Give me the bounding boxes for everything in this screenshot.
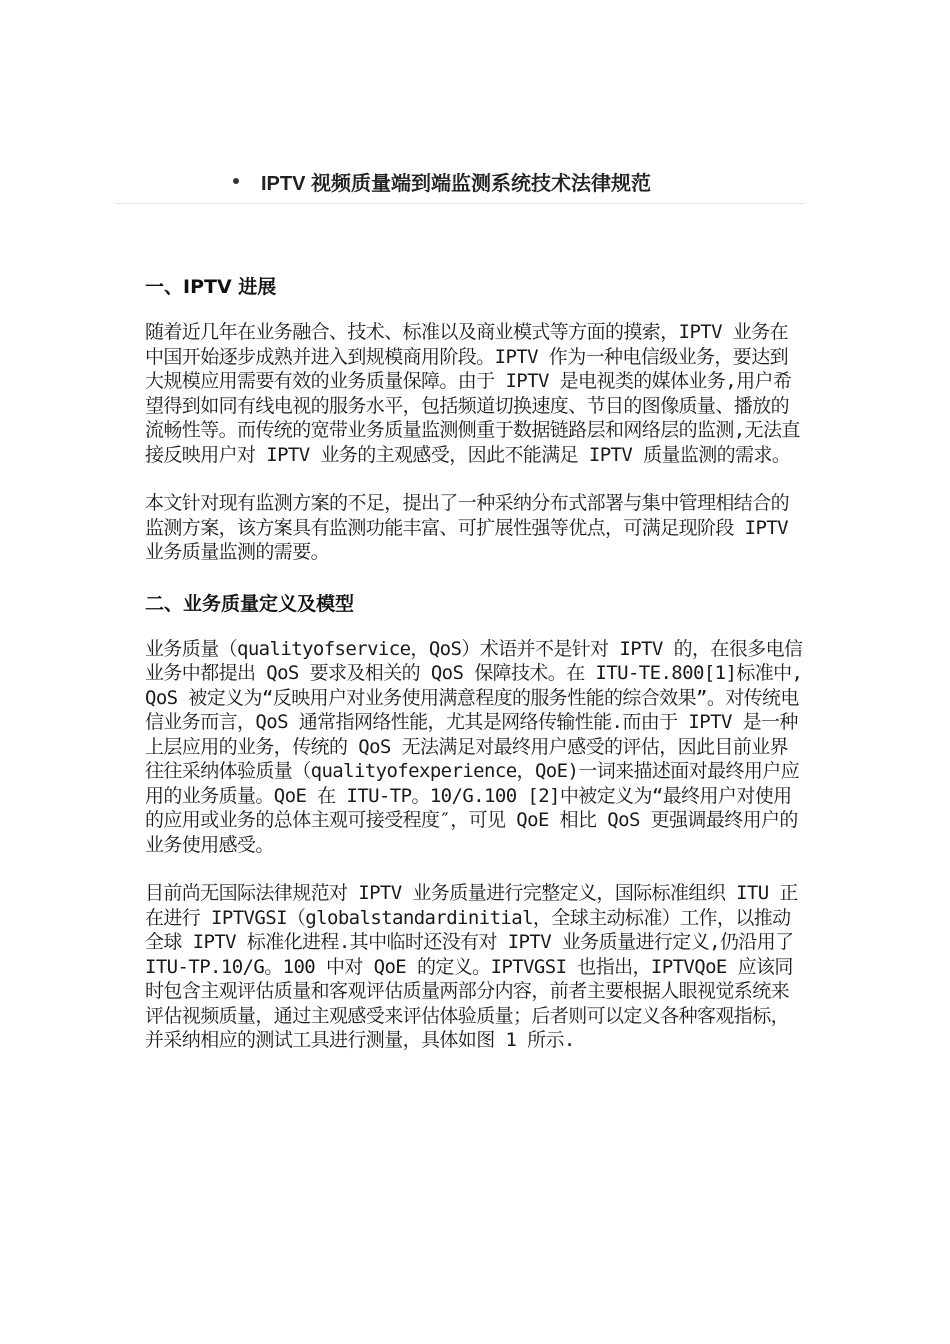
- document-title-bar: [115, 162, 805, 204]
- paragraph: 随着近几年在业务融合、技术、标准以及商业模式等方面的摸索，IPTV 业务在中国开始逐步成熟并进入到规模商用阶段。IPTV 作为一种电信级业务，要达到大规模应用需要有效的业务质量保障。由于 IPTV 是电视类的媒体业务,用户希望得到如同有线电视的服务水平，包括频道切换速度、节目的图像质量、播放的流畅性等。而传统的宽带业务质量监测侧重于数据链路层和网络层的监测,无法直接反映用户对 IPTV 业务的主观感受，因此不能满足 IPTV 质量监测的需求。: [145, 321, 800, 466]
- section-heading: 一、IPTV 进展: [145, 276, 277, 298]
- section-progress: [145, 272, 805, 565]
- paragraph: 本文针对现有监测方案的不足，提出了一种采纳分布式部署与集中管理相结合的监测方案，该方案具有监测功能丰富、可扩展性强等优点，可满足现阶段 IPTV 业务质量监测的需要。: [145, 492, 790, 563]
- paragraph: 业务质量（qualityofservice，QoS）术语并不是针对 IPTV 的，在很多电信业务中都提出 QoS 要求及相关的 QoS 保障技术。在 ITU-TE.800[1]标准中,QoS 被定义为“反映用户对业务使用满意程度的服务性能的综合效果”。对传统电信业务而言，QoS 通常指网络性能，尤其是网络传输性能.而由于 IPTV 是一种上层应用的业务，传统的 QoS 无法满足对最终用户感受的评估，因此目前业界往往采纳体验质量（qualityofexperience，QoE)一词来描述面对最终用户应用的业务质量。QoE 在 ITU-TP。10/G.100 [2]中被定义为“最终用户对使用的应用或业务的总体主观可接受程度″，可见 QoE 相比 QoS 更强调最终用户的业务使用感受。: [145, 637, 803, 856]
- paragraph: 目前尚无国际法律规范对 IPTV 业务质量进行完整定义，国际标准组织 ITU 正在进行 IPTVGSI（globalstandardinitial，全球主动标准）工作，以推动全球 IPTV 标准化进程.其中临时还没有对 IPTV 业务质量进行定义,仍沿用了 ITU-TP.10/G。100 中对 QoE 的定义。IPTVGSI 也指出，IPTVQoE 应该同时包含主观评估质量和客观评估质量两部分内容，前者主要根据人眼视觉系统来评估视频质量，通过主观感受来评估体验质量；后者则可以定义各种客观指标，并采纳相应的测试工具进行测量，具体如图 1 所示.: [145, 882, 798, 1051]
- document-body: [145, 272, 805, 1053]
- section-heading: 二、业务质量定义及模型: [145, 592, 355, 615]
- section-quality-definition: [145, 589, 805, 1053]
- document-title: IPTV 视频质量端到端监测系统技术法律规范: [261, 172, 652, 195]
- document-title-line: [233, 162, 651, 200]
- bullet-icon: [233, 178, 239, 184]
